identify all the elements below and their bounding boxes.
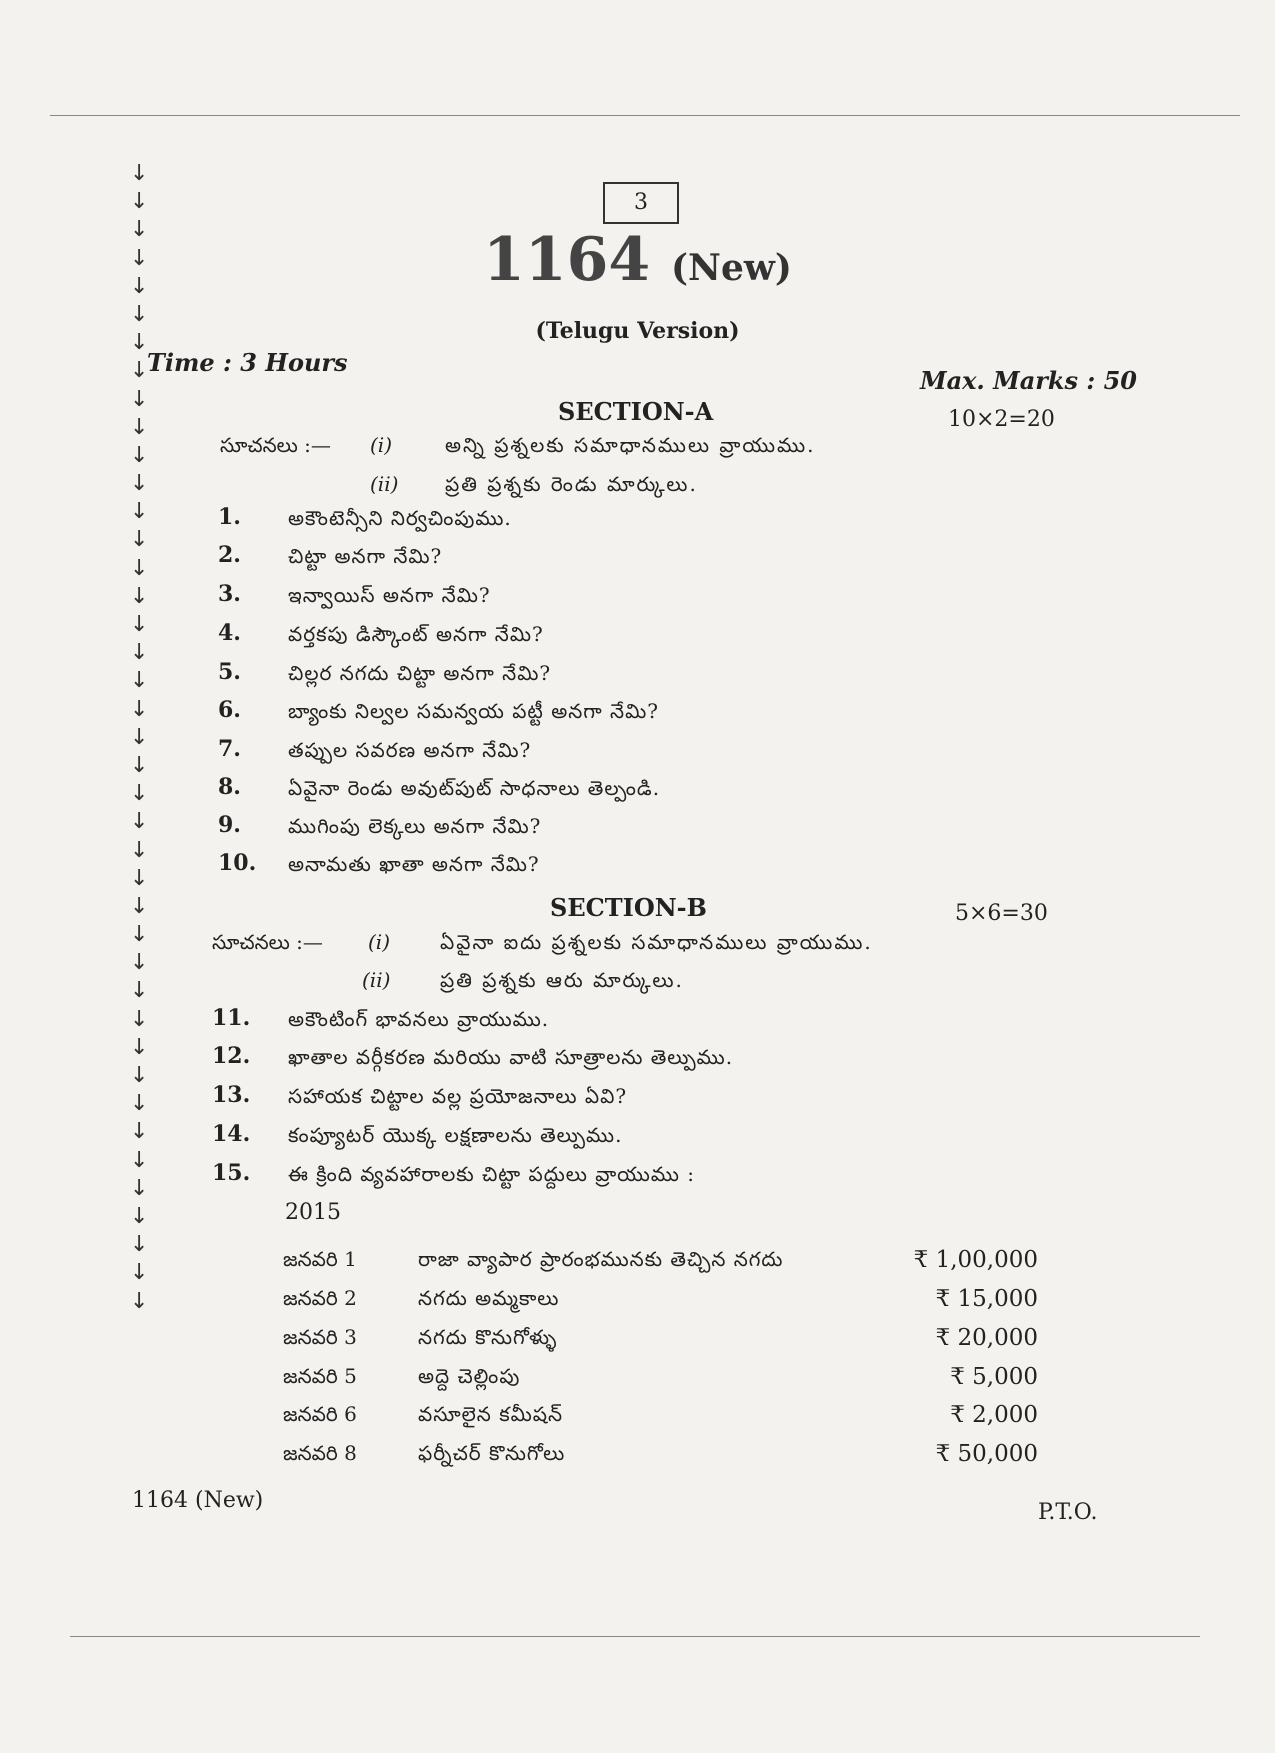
down-arrow-icon: ↓ bbox=[130, 386, 149, 412]
question-text: అనామతు ఖాతా అనగా నేమి? bbox=[288, 852, 540, 876]
paper-code-heading bbox=[0, 225, 1275, 295]
pto-label: P.T.O. bbox=[1038, 1500, 1098, 1525]
question-number: 1. bbox=[218, 504, 241, 530]
top-rule bbox=[50, 115, 1240, 116]
transaction-date: జనవరి 2 bbox=[283, 1286, 357, 1310]
down-arrow-icon: ↓ bbox=[130, 1034, 149, 1060]
question-text: అకౌంటింగ్ భావనలు వ్రాయుము. bbox=[288, 1007, 550, 1031]
instruction-number: (ii) bbox=[362, 968, 391, 992]
down-arrow-icon: ↓ bbox=[130, 330, 149, 356]
paper-code: 1164 bbox=[483, 225, 651, 295]
down-arrow-icon: ↓ bbox=[130, 189, 149, 215]
transaction-year: 2015 bbox=[285, 1200, 341, 1225]
down-arrow-icon: ↓ bbox=[130, 217, 149, 243]
down-arrow-icon: ↓ bbox=[130, 922, 149, 948]
language-version: (Telugu Version) bbox=[535, 318, 740, 344]
question-text: ఏవైనా రెండు అవుట్‌పుట్ సాధనాలు తెల్పండి. bbox=[288, 776, 661, 800]
transaction-date: జనవరి 6 bbox=[283, 1402, 357, 1426]
down-arrow-icon: ↓ bbox=[130, 1063, 149, 1088]
question-text: ఖాతాల వర్గీకరణ మరియు వాటి సూత్రాలను తెల్పుము. bbox=[288, 1045, 734, 1069]
question-number: 5. bbox=[218, 659, 241, 685]
question-number: 11. bbox=[212, 1005, 251, 1031]
down-arrow-icon: ↓ bbox=[130, 414, 149, 440]
transaction-description: నగదు అమ్మకాలు bbox=[418, 1286, 560, 1310]
question-number: 13. bbox=[212, 1082, 251, 1108]
down-arrow-icon: ↓ bbox=[130, 612, 149, 637]
down-arrow-icon: ↓ bbox=[130, 358, 149, 384]
section-b-instructions-label: సూచనలు :— bbox=[212, 930, 323, 954]
transaction-amount: ₹ 2,000 bbox=[950, 1402, 1038, 1428]
down-arrow-icon: ↓ bbox=[130, 1119, 149, 1145]
max-marks: Max. Marks : 50 bbox=[920, 366, 1138, 395]
transaction-amount: ₹ 20,000 bbox=[935, 1325, 1038, 1351]
section-a-instructions-label: సూచనలు :— bbox=[220, 433, 331, 457]
question-number: 14. bbox=[212, 1121, 251, 1147]
instruction-number: (i) bbox=[368, 930, 391, 954]
question-number: 6. bbox=[218, 697, 241, 723]
down-arrow-icon: ↓ bbox=[130, 1175, 149, 1201]
down-arrow-icon: ↓ bbox=[130, 809, 149, 835]
down-arrow-icon: ↓ bbox=[130, 1260, 149, 1286]
question-number: 7. bbox=[218, 736, 241, 762]
question-text: అకౌంటెన్సీని నిర్వచింపుము. bbox=[288, 506, 512, 530]
down-arrow-icon: ↓ bbox=[130, 555, 149, 581]
down-arrow-icon: ↓ bbox=[130, 668, 149, 694]
down-arrow-icon: ↓ bbox=[130, 893, 149, 919]
down-arrow-icon: ↓ bbox=[130, 696, 149, 722]
footer-paper-code: 1164 (New) bbox=[132, 1488, 264, 1513]
instruction-text: ప్రతి ప్రశ్నకు ఆరు మార్కులు. bbox=[440, 968, 684, 992]
section-b-title: SECTION-B bbox=[550, 893, 707, 922]
question-text: ఈ క్రింది వ్యవహారాలకు చిట్టా పద్దులు వ్రాయుము : bbox=[288, 1162, 696, 1186]
question-text: తప్పుల సవరణ అనగా నేమి? bbox=[288, 738, 532, 762]
question-text: కంప్యూటర్ యొక్క లక్షణాలను తెల్పుము. bbox=[288, 1123, 623, 1147]
down-arrow-icon: ↓ bbox=[130, 161, 149, 186]
down-arrow-icon: ↓ bbox=[130, 1288, 149, 1314]
transaction-description: వసూలైన కమీషన్ bbox=[418, 1402, 564, 1426]
page-number: 3 bbox=[603, 182, 679, 224]
question-text: వర్తకపు డిస్కౌంట్ అనగా నేమి? bbox=[288, 622, 544, 646]
question-text: ముగింపు లెక్కలు అనగా నేమి? bbox=[288, 814, 542, 838]
transaction-description: అద్దె చెల్లింపు bbox=[418, 1364, 521, 1388]
transaction-date: జనవరి 5 bbox=[283, 1364, 357, 1388]
transaction-amount: ₹ 1,00,000 bbox=[913, 1247, 1038, 1273]
question-number: 8. bbox=[218, 774, 241, 800]
instruction-text: ఏవైనా ఐదు ప్రశ్నలకు సమాధానములు వ్రాయుము. bbox=[440, 930, 873, 954]
down-arrow-icon: ↓ bbox=[130, 724, 149, 750]
question-number: 4. bbox=[218, 620, 241, 646]
question-text: చిట్టా అనగా నేమి? bbox=[288, 544, 443, 568]
down-arrow-icon: ↓ bbox=[130, 1091, 149, 1117]
question-number: 3. bbox=[218, 581, 241, 607]
transaction-date: జనవరి 3 bbox=[283, 1325, 357, 1349]
down-arrow-icon: ↓ bbox=[130, 1232, 149, 1258]
down-arrow-icon: ↓ bbox=[130, 1203, 149, 1229]
down-arrow-icon: ↓ bbox=[130, 640, 149, 666]
transaction-description: నగదు కొనుగోళ్ళు bbox=[418, 1325, 558, 1349]
down-arrow-icon: ↓ bbox=[130, 837, 149, 863]
transaction-date: జనవరి 1 bbox=[283, 1247, 357, 1271]
down-arrow-icon: ↓ bbox=[130, 499, 149, 525]
down-arrow-icon: ↓ bbox=[130, 583, 149, 609]
paper-variant: (New) bbox=[671, 247, 792, 289]
down-arrow-icon: ↓ bbox=[130, 950, 149, 976]
down-arrow-icon: ↓ bbox=[130, 273, 149, 299]
question-number: 9. bbox=[218, 812, 241, 838]
down-arrow-icon: ↓ bbox=[130, 978, 149, 1004]
question-text: ఇన్వాయిస్ అనగా నేమి? bbox=[288, 583, 491, 607]
transaction-amount: ₹ 15,000 bbox=[935, 1286, 1038, 1312]
down-arrow-icon: ↓ bbox=[130, 245, 149, 271]
transaction-description: రాజా వ్యాపార ప్రారంభమునకు తెచ్చిన నగదు bbox=[418, 1247, 784, 1271]
question-text: బ్యాంకు నిల్వల సమన్వయ పట్టీ అనగా నేమి? bbox=[288, 699, 659, 723]
section-a-title: SECTION-A bbox=[558, 397, 714, 426]
instruction-text: అన్ని ప్రశ్నలకు సమాధానములు వ్రాయుము. bbox=[445, 433, 816, 457]
instruction-text: ప్రతి ప్రశ్నకు రెండు మార్కులు. bbox=[445, 472, 698, 496]
down-arrow-icon: ↓ bbox=[130, 1006, 149, 1032]
transaction-description: ఫర్నీచర్ కొనుగోలు bbox=[418, 1441, 566, 1465]
transaction-amount: ₹ 50,000 bbox=[935, 1441, 1038, 1467]
section-b-marks: 5×6=30 bbox=[955, 901, 1048, 926]
question-number: 12. bbox=[212, 1043, 251, 1069]
down-arrow-icon: ↓ bbox=[130, 301, 149, 327]
instruction-number: (i) bbox=[370, 433, 393, 457]
question-number: 15. bbox=[212, 1160, 251, 1186]
question-number: 2. bbox=[218, 542, 241, 568]
question-text: చిల్లర నగదు చిట్టా అనగా నేమి? bbox=[288, 661, 552, 685]
time-allowed: Time : 3 Hours bbox=[147, 348, 348, 377]
down-arrow-icon: ↓ bbox=[130, 442, 149, 468]
down-arrow-icon: ↓ bbox=[130, 781, 149, 807]
transaction-amount: ₹ 5,000 bbox=[950, 1364, 1038, 1390]
question-text: సహాయక చిట్టాల వల్ల ప్రయోజనాలు ఏవి? bbox=[288, 1084, 628, 1108]
bottom-rule bbox=[70, 1636, 1200, 1637]
transaction-date: జనవరి 8 bbox=[283, 1441, 357, 1465]
down-arrow-icon: ↓ bbox=[130, 527, 149, 553]
down-arrow-icon: ↓ bbox=[130, 1147, 149, 1173]
down-arrow-icon: ↓ bbox=[130, 471, 149, 497]
question-number: 10. bbox=[218, 850, 257, 876]
section-a-marks: 10×2=20 bbox=[948, 407, 1055, 432]
instruction-number: (ii) bbox=[370, 472, 399, 496]
down-arrow-icon: ↓ bbox=[130, 865, 149, 891]
down-arrow-icon: ↓ bbox=[130, 752, 149, 778]
